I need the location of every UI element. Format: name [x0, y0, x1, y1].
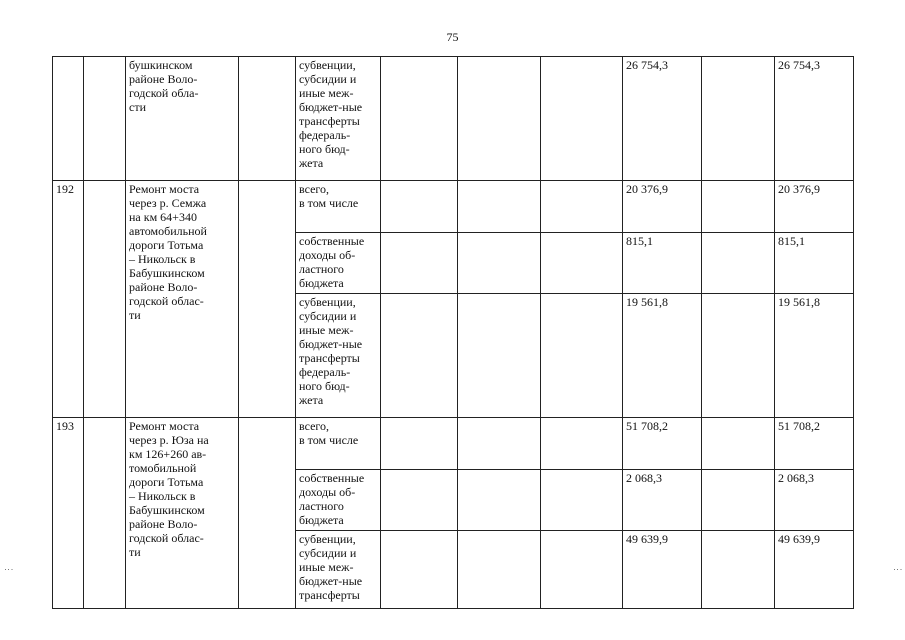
empty-cell	[84, 57, 126, 181]
empty-cell	[381, 181, 458, 233]
empty-cell	[541, 233, 623, 294]
amount-cell: 19 561,8	[623, 294, 702, 418]
empty-cell	[702, 470, 775, 531]
amount-cell: 51 708,2	[623, 418, 702, 470]
empty-cell	[702, 57, 775, 181]
empty-cell	[381, 418, 458, 470]
page-number: 75	[446, 30, 459, 44]
empty-cell	[458, 294, 541, 418]
empty-cell	[541, 181, 623, 233]
empty-cell	[458, 531, 541, 609]
amount-cell: 26 754,3	[623, 57, 702, 181]
funding-source: собственные доходы об- ластного бюджета	[296, 470, 381, 531]
empty-cell	[239, 418, 296, 609]
row-number: 193	[53, 418, 84, 609]
object-name: бушкинском районе Воло- годской обла- сти	[126, 57, 239, 181]
table-row	[53, 181, 854, 233]
amount-cell: 19 561,8	[775, 294, 854, 418]
scan-mark-left: ⋮	[4, 565, 14, 573]
empty-cell	[541, 294, 623, 418]
empty-cell	[702, 418, 775, 470]
funding-source: всего, в том числе	[296, 418, 381, 470]
funding-source: субвенции, субсидии и иные меж- бюджет-ные трансферты	[296, 531, 381, 609]
empty-cell	[541, 531, 623, 609]
funding-source: субвенции, субсидии и иные меж- бюджет-ные трансферты федераль- ного бюд- жета	[296, 294, 381, 418]
budget-table	[52, 56, 854, 609]
amount-cell: 2 068,3	[623, 470, 702, 531]
empty-cell	[702, 294, 775, 418]
object-name: Ремонт моста через р. Семжа на км 64+340 автомобильной дороги Тотьма – Никольск в Бабушкинском районе Воло- годской облас- ти	[126, 181, 239, 418]
empty-cell	[381, 233, 458, 294]
empty-cell	[702, 233, 775, 294]
funding-source: собственные доходы об- ластного бюджета	[296, 233, 381, 294]
table-row	[53, 418, 854, 470]
empty-cell	[702, 531, 775, 609]
empty-cell	[84, 418, 126, 609]
amount-cell: 815,1	[775, 233, 854, 294]
amount-cell: 815,1	[623, 233, 702, 294]
empty-cell	[541, 470, 623, 531]
amount-cell: 51 708,2	[775, 418, 854, 470]
empty-cell	[239, 181, 296, 418]
empty-cell	[541, 418, 623, 470]
empty-cell	[458, 181, 541, 233]
object-name: Ремонт моста через р. Юза на км 126+260 ав- томобильной дороги Тотьма – Никольск в Бабушкинском районе Воло- годской облас- ти	[126, 418, 239, 609]
empty-cell	[458, 470, 541, 531]
table-row	[53, 57, 854, 181]
empty-cell	[458, 57, 541, 181]
amount-cell: 49 639,9	[775, 531, 854, 609]
empty-cell	[239, 57, 296, 181]
empty-cell	[381, 294, 458, 418]
empty-cell	[458, 233, 541, 294]
empty-cell	[84, 181, 126, 418]
empty-cell	[458, 418, 541, 470]
empty-cell	[381, 57, 458, 181]
scan-mark-right: ⋮	[893, 565, 903, 573]
row-number	[53, 57, 84, 181]
empty-cell	[702, 181, 775, 233]
amount-cell: 20 376,9	[623, 181, 702, 233]
empty-cell	[381, 470, 458, 531]
amount-cell: 20 376,9	[775, 181, 854, 233]
funding-source: субвенции, субсидии и иные меж- бюджет-ные трансферты федераль- ного бюд- жета	[296, 57, 381, 181]
empty-cell	[541, 57, 623, 181]
empty-cell	[381, 531, 458, 609]
row-number: 192	[53, 181, 84, 418]
amount-cell: 26 754,3	[775, 57, 854, 181]
amount-cell: 2 068,3	[775, 470, 854, 531]
amount-cell: 49 639,9	[623, 531, 702, 609]
funding-source: всего, в том числе	[296, 181, 381, 233]
